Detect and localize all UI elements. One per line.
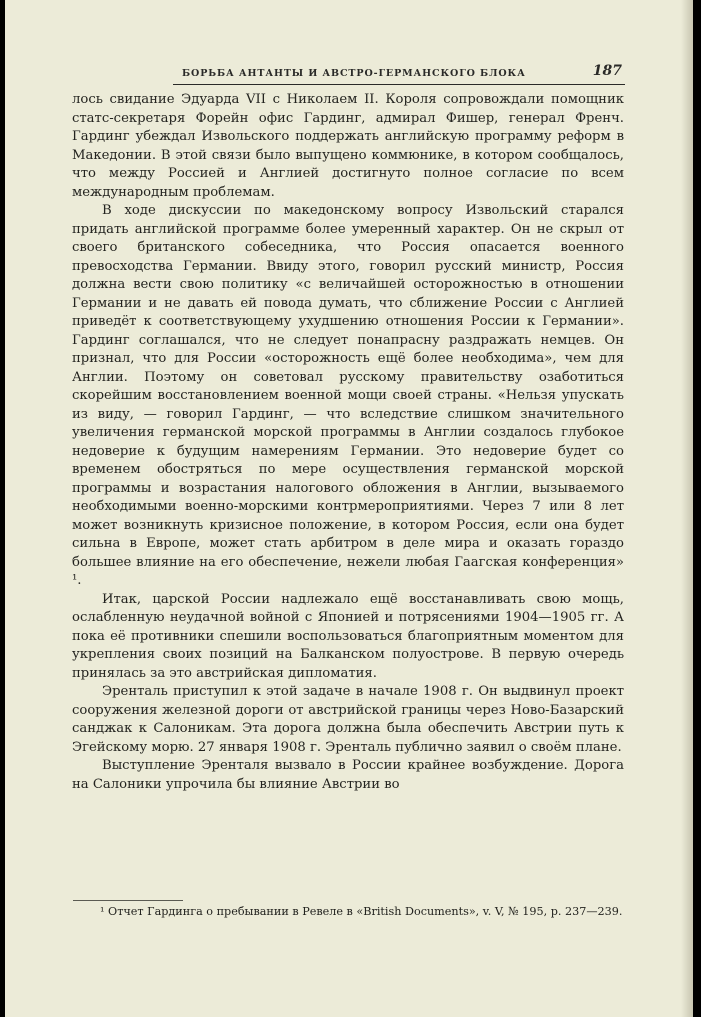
paragraph-3: Итак, царской России надлежало ещё восстанавливать свою мощь, ослабленную неудачной войной с Японией и потрясениями 1904—1905 гг. А пока её противники спешили воспользоваться благоприятным моментом для укрепления своих позиций на Балканском полуострове. В первую очередь принялась за это австрийская дипломатия. <box>72 591 624 681</box>
main-text <box>72 91 624 794</box>
book-page <box>5 0 693 1017</box>
page-number: 187 <box>592 63 622 79</box>
paragraph-1: лось свидание Эдуарда VII с Николаем II. Короля сопровождали помощник статс-секретаря Форейн офис Гардинг, адмирал Фишер, генерал Френч. Гардинг убеждал Извольского поддержать английскую программу реформ в Македонии. В этой связи было выпущено коммюнике, в котором сообщалось, что между Россией и Англией достигнуто полное согласие по всем международным проблемам. <box>72 92 624 200</box>
page-header <box>182 63 622 83</box>
paragraph-2: В ходе дискуссии по македонскому вопросу Извольский старался придать английской программе более умеренный характер. Он не скрыл от своего британского собеседника, что Россия опасается военного превосходства Германии. Ввиду этого, говорил русский министр, Россия должна вести свою политику «с величайшей осторожностью в отношении Германии и не давать ей повода думать, что сближение России с Англией приведёт к соответствующему ухудшению отношения России к Германии». Гардинг соглашался, что не следует понапрасну раздражать немцев. Он признал, что для России «осторожность ещё более необходима», чем для Англии. Поэтому он советовал русскому правительству озаботиться скорейшим восстановлением военной мощи своей страны. «Нельзя упускать из виду, — говорил Гардинг, — что вследствие слишком значительного увеличения германской морской программы в Англии создалось глубокое недоверие к будущим намерениям Германии. Это недоверие будет со временем обостряться по мере осуществления германской морской программы и возрастания налогового обложения в Англии, вызываемого необходимыми военно-морскими контрмероприятиями. Через 7 или 8 лет может возникнуть кризисное положение, в котором Россия, если она будет сильна в Европе, может стать арбитром в деле мира и оказать гораздо большее влияние на его обеспечение, нежели любая Гаагская конференция» ¹. <box>72 203 624 588</box>
header-rule <box>173 84 625 85</box>
footnote: ¹ Отчет Гардинга о пребывании в Ревеле в «British Documents», v. V, № 195, p. 237—239. <box>100 905 623 918</box>
footnote-rule <box>73 900 183 901</box>
page-edge-shadow <box>681 0 693 1017</box>
running-head: БОРЬБА АНТАНТЫ И АВСТРО-ГЕРМАНСКОГО БЛОКА <box>182 68 526 79</box>
paragraph-4: Эренталь приступил к этой задаче в начале 1908 г. Он выдвинул проект сооружения железной дороги от австрийской границы через Ново-Базарский санджак к Салоникам. Эта дорога должна была обеспечить Австрии путь к Эгейскому морю. 27 января 1908 г. Эренталь публично заявил о своём плане. <box>72 684 624 755</box>
paragraph-5: Выступление Эренталя вызвало в России крайнее возбуждение. Дорога на Салоники упрочила бы влияние Австрии во <box>72 758 624 792</box>
